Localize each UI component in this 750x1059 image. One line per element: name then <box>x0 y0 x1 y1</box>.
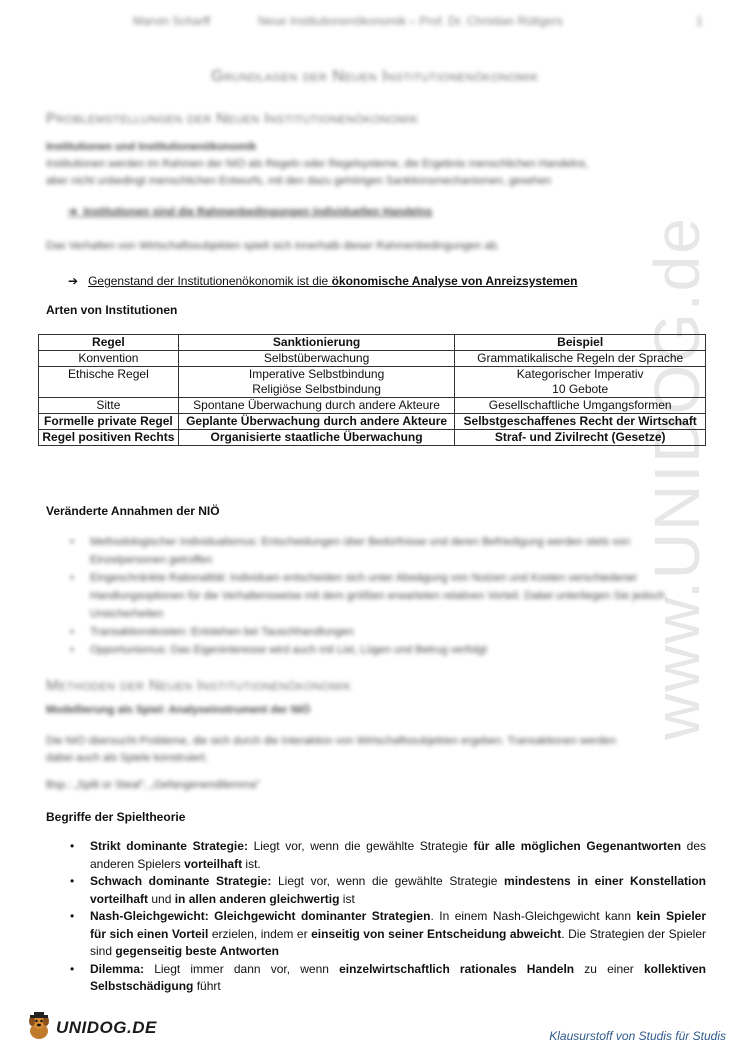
list-item <box>66 908 706 961</box>
institution-types-table <box>38 334 706 446</box>
table-row <box>39 414 706 430</box>
list-item: • Eingeschränkte Rationalität: Individuen entscheiden sich unter Abwägung von Nutzen und Kosten verschiedener Handlungsoptionen für die Verhaltensweise mit dem größten erwarteten relativen Vorteil. Dabei unterliegen Sie jedoch Unsicherheiten <box>66 569 706 623</box>
header-course: Neue Institutionenökonomik – Prof. Dr. Christian Rüttgers <box>258 14 563 28</box>
term: Dilemma: <box>90 961 145 976</box>
document-title: Grundlagen der Neuen Institutionenökonomik <box>211 68 539 85</box>
emphasis: in allen anderen gleichwertig <box>174 891 340 906</box>
section-subtitle-institutions: Institutionen und Institutionenökonomik <box>46 141 257 153</box>
emphasis: kollektiven Selbstschädigung <box>90 961 706 993</box>
arrow-statement-text: Institutionen sind die Rahmenbedingungen individuellen Handelns <box>83 206 433 218</box>
paragraph-line: Das Verhalten von Wirtschaftssubjekten spielt sich innerhalb dieser Rahmenbedingungen ab. <box>46 240 500 252</box>
table-cell: Kategorischer Imperativ 10 Gebote <box>455 367 706 398</box>
emphasis: für alle möglichen Gegenantworten <box>473 839 682 853</box>
column-header: Beispiel <box>455 335 706 351</box>
section-subtitle-modelling: Modellierung als Spiel: Analyseinstrument der NIÖ <box>46 704 311 716</box>
list-item: • Transaktionskosten: Entstehen bei Tauschhandlungen <box>66 623 706 641</box>
logo-text: UNIDOG.DE <box>56 1018 157 1037</box>
text: Liegt vor, wenn die gewählte Strategie <box>247 839 474 853</box>
table-cell: Spontane Überwachung durch andere Akteure <box>178 398 455 414</box>
table-cell: Sitte <box>39 398 179 414</box>
game-theory-heading: Begriffe der Spieltheorie <box>46 810 186 824</box>
emphasis: einzelwirtschaftlich rationales Handeln <box>339 961 575 976</box>
assumptions-list <box>66 533 706 659</box>
emphasis: mindestens in einer Konstellation vorteilhaft <box>90 874 707 906</box>
text: ist. <box>242 856 261 871</box>
paragraph-line: aber nicht unbedingt menschlichen Entwurfs, mit den dazu gehörigen Sanktionsmechanismen, gesehen <box>46 175 552 187</box>
text: und <box>148 891 175 906</box>
game-theory-list <box>66 838 706 996</box>
emphasis: vorteilhaft <box>184 856 243 871</box>
text: des anderen Spielers <box>90 839 707 871</box>
emphasis: kein Spieler für sich einen Vorteil <box>90 909 706 941</box>
dog-icon <box>24 1012 54 1042</box>
types-heading: Arten von Institutionen <box>46 303 178 317</box>
table-cell: Selbstüberwachung <box>178 351 455 367</box>
table-row <box>39 430 706 446</box>
text: erzielen, indem er <box>208 926 312 941</box>
table-row <box>39 351 706 367</box>
term: Strikt dominante Strategie: <box>90 839 248 853</box>
table-cell: Imperative Selbstbindung Religiöse Selbstbindung <box>178 367 455 398</box>
text: . Die Strategien der Spieler sind <box>90 926 707 958</box>
text: führt <box>193 979 221 993</box>
paragraph-line: dabei auch als Spiele konstruiert. <box>46 752 209 764</box>
term: Nash-Gleichgewicht: Gleichgewicht dominanter Strategien <box>90 909 431 923</box>
page-header <box>0 14 750 36</box>
text: Liegt immer dann vor, wenn <box>144 961 340 976</box>
table-header-row <box>39 335 706 351</box>
section-title-problems: Problemstellungen der Neuen Institutionenökonomik <box>46 110 419 127</box>
table-cell: Organisierte staatliche Überwachung <box>178 430 455 446</box>
emphasis: gegenseitig beste Antworten <box>115 944 279 958</box>
table-row <box>39 398 706 414</box>
paragraph-line: Bsp.: „Split or Steal", „Gefangenendilemma" <box>46 779 260 791</box>
section-title-methods: Methoden der Neuen Institutionenökonomik <box>46 677 352 694</box>
list-item <box>66 961 706 996</box>
table-cell: Grammatikalische Regeln der Sprache <box>455 351 706 367</box>
unidog-logo <box>24 1012 164 1044</box>
arrow-icon: ➔ <box>68 274 79 288</box>
assumptions-heading: Veränderte Annahmen der NIÖ <box>46 504 220 518</box>
header-page-number: 1 <box>696 14 703 28</box>
column-header: Regel <box>39 335 179 351</box>
column-header: Sanktionierung <box>178 335 455 351</box>
table-cell: Regel positiven Rechts <box>39 430 179 446</box>
header-author: Marvin Scharff <box>133 14 211 28</box>
table-cell: Ethische Regel <box>39 367 179 398</box>
list-item <box>66 873 706 908</box>
table-cell: Selbstgeschaffenes Recht der Wirtschaft <box>455 414 706 430</box>
arrow-statement-subject <box>68 274 577 288</box>
text: zu einer <box>574 961 644 976</box>
arrow-statement-bold: ökonomische Analyse von Anreizsystemen <box>331 274 578 288</box>
arrow-statement-prefix: Gegenstand der Institutionenökonomik ist die <box>88 274 332 288</box>
footer-tagline: Klausurstoff von Studis für Studis <box>549 1029 726 1043</box>
table-cell: Geplante Überwachung durch andere Akteure <box>178 414 455 430</box>
list-item <box>66 838 706 873</box>
arrow-statement-framework: ➔ Institutionen sind die Rahmenbedingungen individuellen Handelns <box>68 206 433 218</box>
list-item: • Opportunismus: Das Eigeninteresse wird auch mit List, Lügen und Betrug verfolgt <box>66 641 706 659</box>
table-cell: Gesellschaftliche Umgangsformen <box>455 398 706 414</box>
table-cell: Konvention <box>39 351 179 367</box>
table-cell: Formelle private Regel <box>39 414 179 430</box>
text: . In einem Nash-Gleichgewicht kann <box>430 909 637 923</box>
watermark-text: www.UNIDOG.de <box>641 216 713 740</box>
emphasis: einseitig von seiner Entscheidung abweicht <box>311 926 562 941</box>
paragraph-line: Die NIÖ übersucht Probleme, die sich durch die Interaktion von Wirtschaftssubjekten ergeben. Transaktionen werden <box>46 735 616 747</box>
term: Schwach dominante Strategie: <box>90 874 272 888</box>
paragraph-line: Institutionen werden im Rahmen der NIÖ als Regeln oder Regelsysteme, die Ergebnis menschlichen Handelns, <box>46 158 589 170</box>
text: Liegt vor, wenn die gewählte Strategie <box>271 874 505 888</box>
list-item: • Methodologischer Individualismus: Entscheidungen über Bedürfnisse und deren Befriedigung werden stets von Einzelpersonen getroffen <box>66 533 706 569</box>
table-row <box>39 367 706 398</box>
table-cell: Straf- und Zivilrecht (Gesetze) <box>455 430 706 446</box>
text: ist <box>339 891 355 906</box>
